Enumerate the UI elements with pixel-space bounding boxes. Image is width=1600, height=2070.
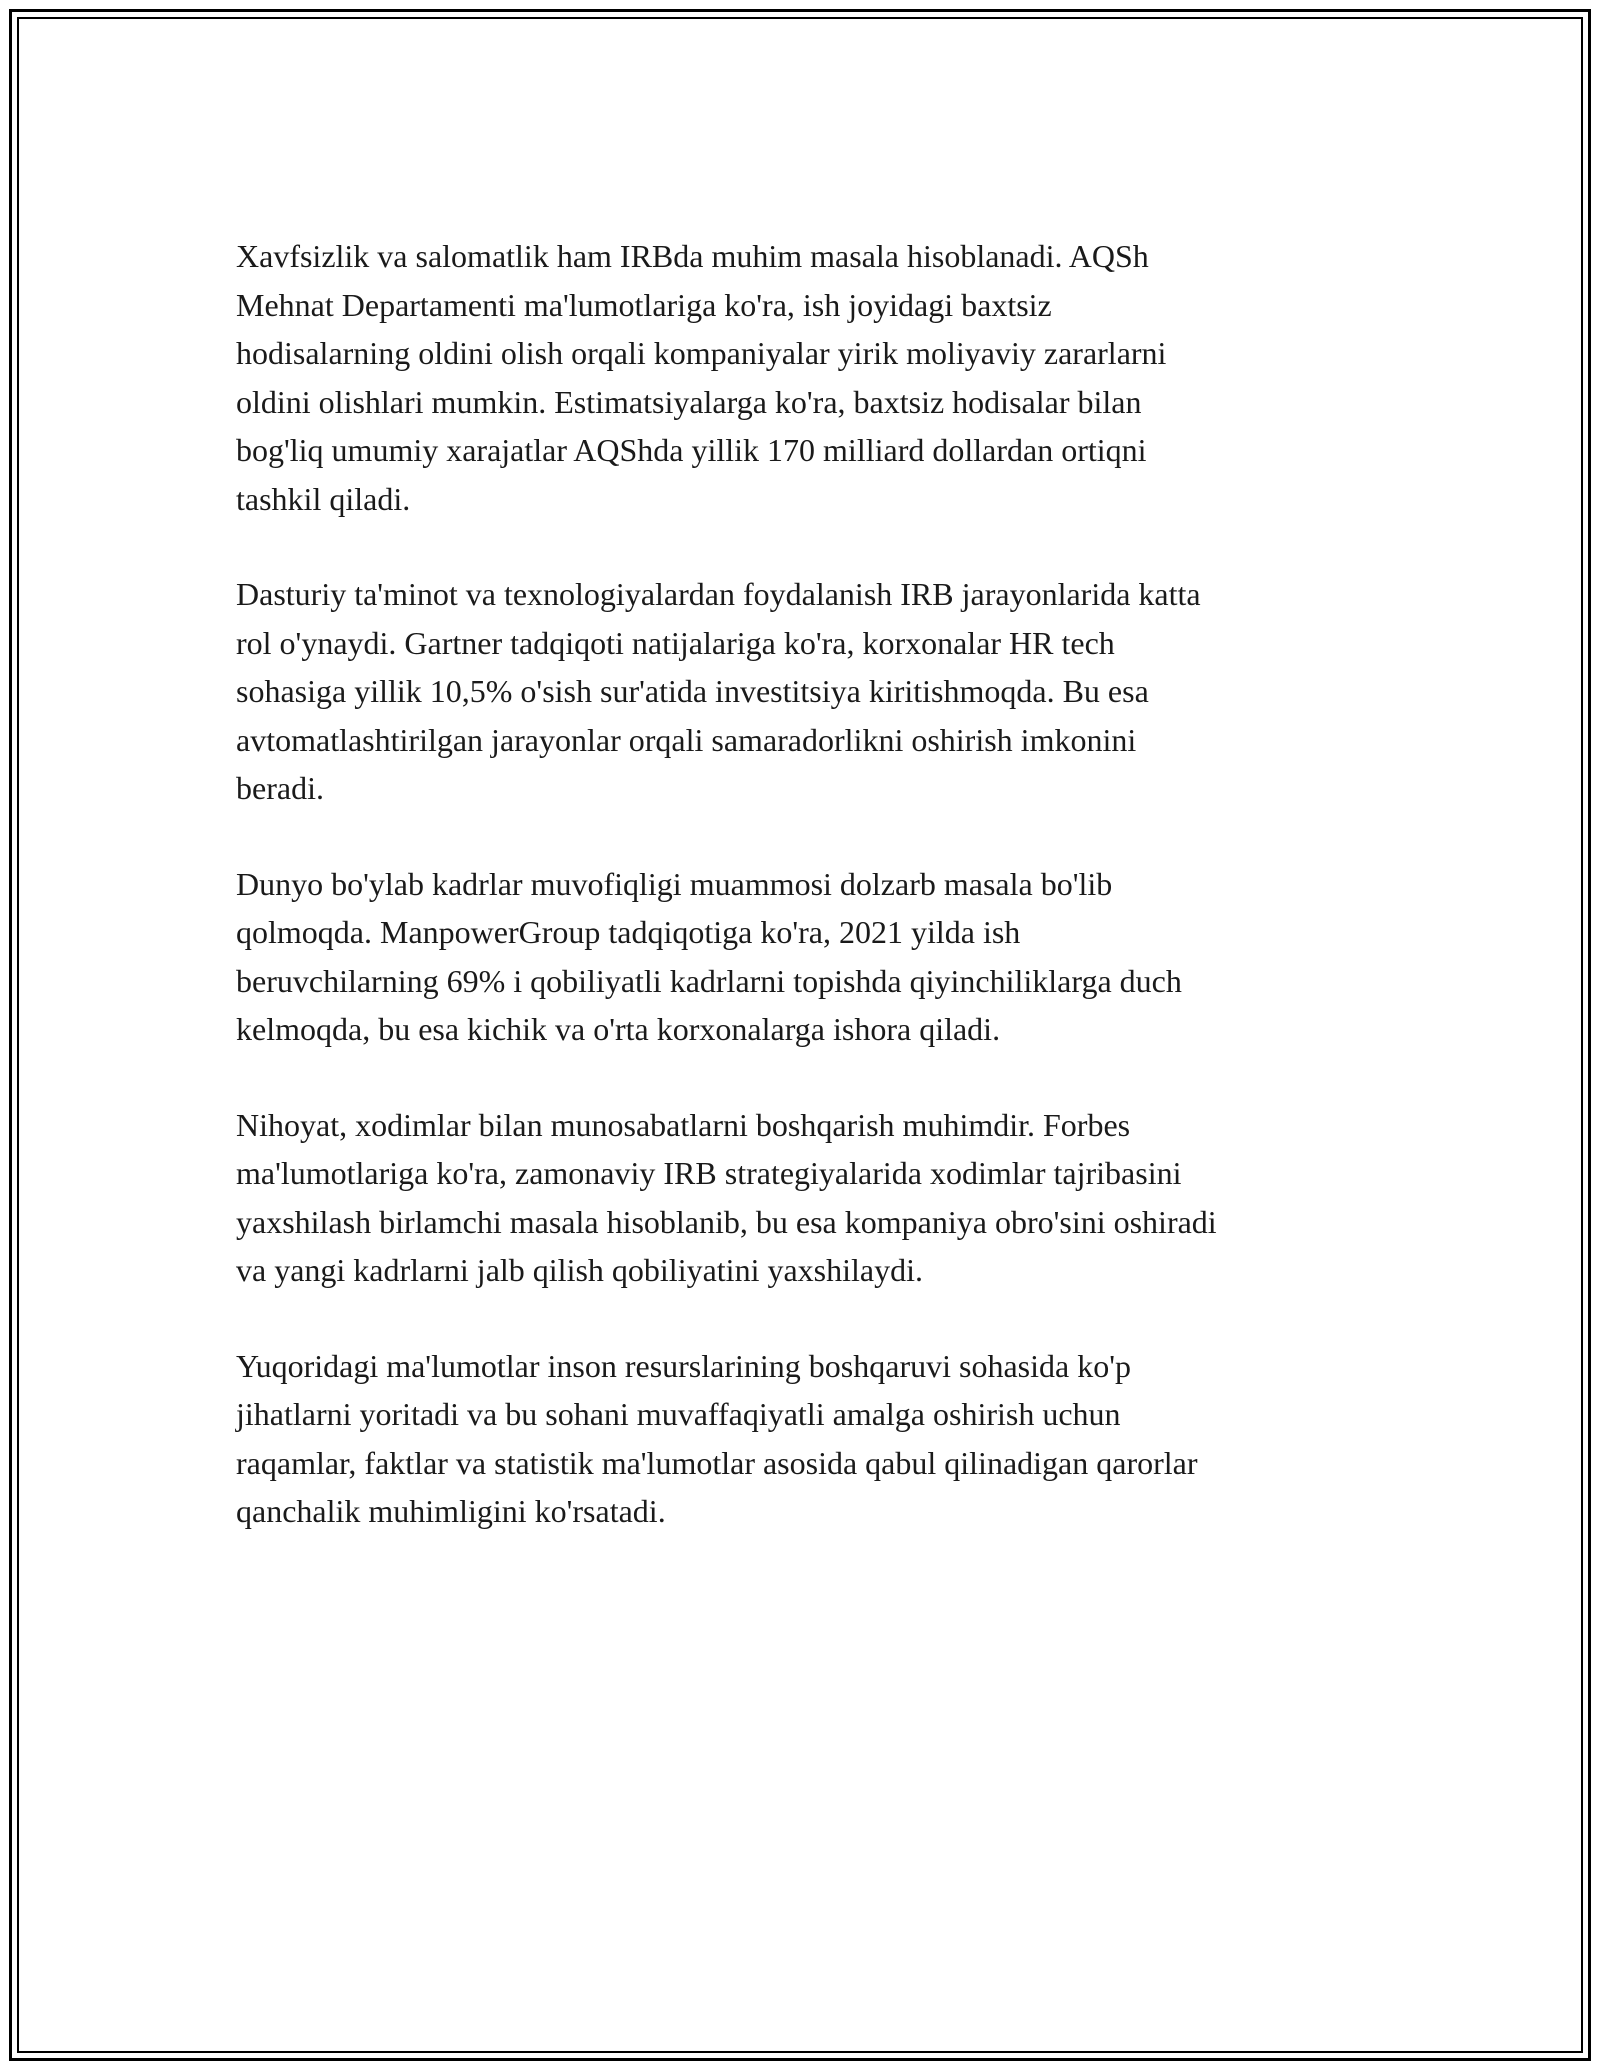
paragraph-line: Dunyo bo'ylab kadrlar muvofiqligi muammosi dolzarb masala bo'lib (236, 865, 1113, 902)
paragraph-line: bog'liq umumiy xarajatlar AQShda yillik 170 milliard dollardan ortiqni (236, 432, 1147, 468)
paragraph-employee-relations (236, 1101, 1386, 1295)
paragraph-line: va yangi kadrlarni jalb qilish qobiliyatini yaxshilaydi. (236, 1252, 923, 1288)
paragraph-line: Mehnat Departamenti ma'lumotlariga ko'ra, ish joyidagi baxtsiz (236, 286, 1052, 323)
paragraph-line: Nihoyat, xodimlar bilan munosabatlarni boshqarish muhimdir. Forbes (236, 1106, 1131, 1143)
paragraph-line: Xavfsizlik va salomatlik ham IRBda muhim masala hisoblanadi. AQSh (236, 238, 1149, 274)
paragraph-line: oldini olishlari mumkin. Estimatsiyalarga ko'ra, baxtsiz hodisalar bilan (236, 383, 1142, 420)
paragraph-line: rol o'ynaydi. Gartner tadqiqoti natijalariga ko'ra, korxonalar HR tech (236, 624, 1115, 661)
paragraph-line: yaxshilash birlamchi masala hisoblanib, bu esa kompaniya obro'sini oshiradi (236, 1203, 1217, 1240)
paragraph-line: beruvchilarning 69% i qobiliyatli kadrlarni topishda qiyinchiliklarga duch (236, 962, 1182, 999)
paragraph-software-technology (236, 570, 1386, 813)
paragraph-line: beradi. (236, 770, 324, 806)
paragraph-line: avtomatlashtirilgan jarayonlar orqali samaradorlikni oshirish imkonini (236, 721, 1137, 758)
paragraph-line: Yuqoridagi ma'lumotlar inson resurslarining boshqaruvi sohasida ko'p (236, 1347, 1131, 1384)
paragraph-line: qanchalik muhimligini ko'rsatadi. (236, 1493, 666, 1529)
document-body (236, 232, 1386, 1583)
paragraph-line: sohasiga yillik 10,5% o'sish sur'atida investitsiya kiritishmoqda. Bu esa (236, 673, 1149, 709)
paragraph-line: ma'lumotlariga ko'ra, zamonaviy IRB strategiyalarida xodimlar tajribasini (236, 1155, 1182, 1191)
paragraph-line: jihatlarni yoritadi va bu sohani muvaffaqiyatli amalga oshirish uchun (236, 1396, 1121, 1432)
paragraph-talent-shortage (236, 860, 1386, 1054)
paragraph-safety-health (236, 232, 1386, 523)
paragraph-conclusion (236, 1342, 1386, 1536)
paragraph-line: tashkil qiladi. (236, 480, 411, 517)
paragraph-line: raqamlar, faktlar va statistik ma'lumotlar asosida qabul qilinadigan qarorlar (236, 1444, 1198, 1481)
paragraph-line: Dasturiy ta'minot va texnologiyalardan foydalanish IRB jarayonlarida katta (236, 576, 1201, 612)
paragraph-line: qolmoqda. ManpowerGroup tadqiqotiga ko'ra, 2021 yilda ish (236, 914, 1021, 950)
paragraph-line: kelmoqda, bu esa kichik va o'rta korxonalarga ishora qiladi. (236, 1011, 1001, 1047)
paragraph-line: hodisalarning oldini olish orqali kompaniyalar yirik moliyaviy zararlarni (236, 335, 1167, 371)
